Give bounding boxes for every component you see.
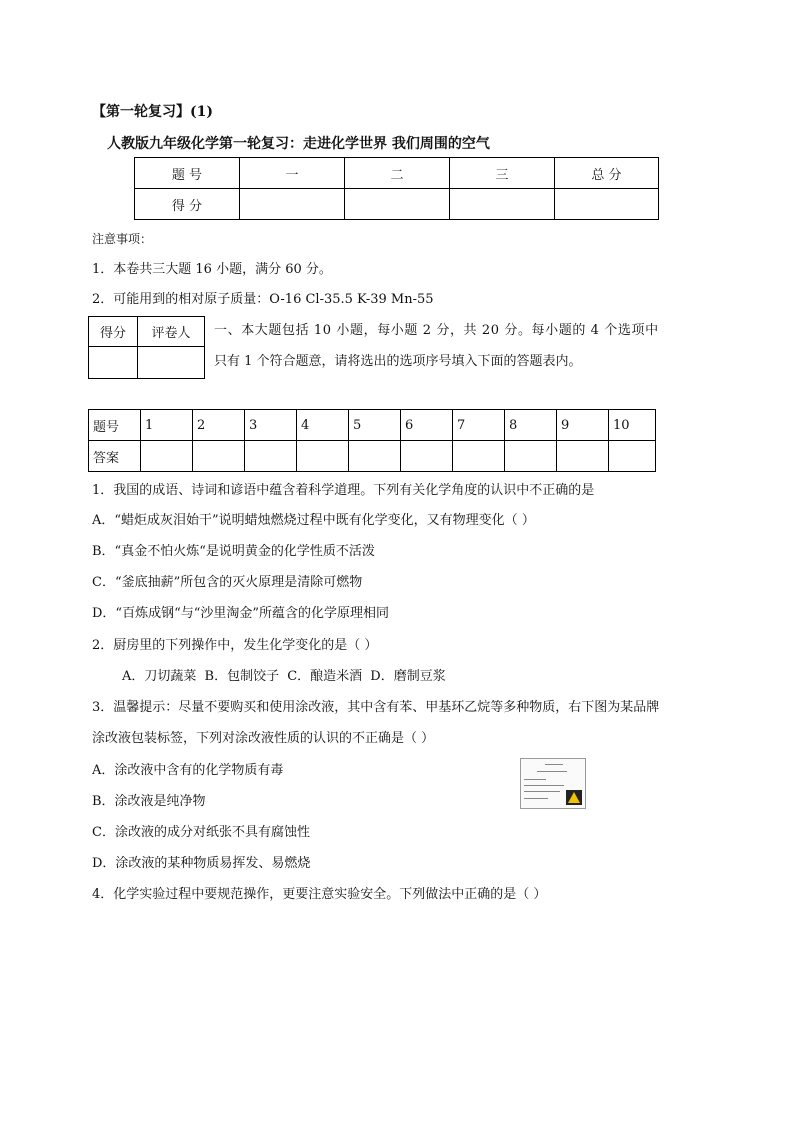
question-3-stem: 涂改液包装标签，下列对涂改液性质的认识的不正确是（ ） [92,731,435,746]
score-cell-label: 题 号 [135,158,240,189]
answer-number: 3 [245,410,297,441]
answer-blank [141,441,193,472]
score-table-header-row [135,158,659,189]
grader-score-value [89,347,138,379]
answer-number: 6 [401,410,453,441]
question-2-options: A．刀切蔬菜 B．包制饺子 C．酿造米酒 D．磨制豆浆 [122,669,446,684]
answer-blank [349,441,401,472]
section1-instruction: 一、本大题包括 10 小题，每小题 2 分，共 20 分。每小题的 4 个选项中 [214,323,659,338]
answer-table-number-row [89,410,656,441]
answer-table [88,409,656,472]
score-table-value-row [135,189,659,220]
note-item: 2．可能用到的相对原子质量：O-16 Cl-35.5 K-39 Mn-55 [92,292,434,307]
answer-number: 7 [453,410,505,441]
question-1-option-a: A．“蜡炬成灰泪始干”说明蜡烛燃烧过程中既有化学变化，又有物理变化（ ） [92,513,535,528]
score-table [134,157,659,220]
answer-number: 1 [141,410,193,441]
section1-instruction: 只有 1 个符合题意，请将选出的选项序号填入下面的答题表内。 [214,354,582,369]
question-3-option-b: B．涂改液是纯净物 [92,794,206,809]
answer-blank [401,441,453,472]
page-title: 人教版九年级化学第一轮复习：走进化学世界 我们周围的空气 [107,136,490,152]
answer-number: 2 [193,410,245,441]
answer-table-answer-row [89,441,656,472]
grader-score-label: 得分 [89,317,138,347]
answer-number: 8 [505,410,557,441]
answer-row-label: 题号 [89,410,141,441]
question-1-option-d: D．“百炼成钢“与“沙里淘金”所蕴含的化学原理相同 [92,606,390,621]
grader-name-value [138,347,205,379]
question-1-stem: 1．我国的成语、诗词和谚语中蕴含着科学道理。下列有关化学角度的认识中不正确的是 [92,483,595,498]
answer-number: 10 [609,410,656,441]
score-value-2 [345,189,450,220]
score-cell-3: 三 [450,158,555,189]
answer-row-label: 答案 [89,441,141,472]
score-cell-2: 二 [345,158,450,189]
note-item: 1．本卷共三大题 16 小题，满分 60 分。 [92,262,332,277]
notes-heading: 注意事项： [92,232,153,246]
question-2-stem: 2．厨房里的下列操作中，发生化学变化的是（ ） [92,638,378,653]
answer-number: 9 [557,410,609,441]
score-cell-1: 一 [240,158,345,189]
question-3-option-a: A．涂改液中含有的化学物质有毒 [92,763,284,778]
answer-number: 5 [349,410,401,441]
answer-blank [453,441,505,472]
score-row-label: 得 分 [135,189,240,220]
score-value-total [555,189,659,220]
question-3-stem: 3．温馨提示：尽量不要购买和使用涂改液，其中含有苯、甲基环乙烷等多种物质，右下图为某品牌 [92,700,660,715]
answer-number: 4 [297,410,349,441]
question-4-stem: 4．化学实验过程中要规范操作，更要注意实验安全。下列做法中正确的是（ ） [92,887,547,902]
question-1-option-b: B．“真金不怕火炼“是说明黄金的化学性质不活泼 [92,544,375,559]
question-1-option-c: C．“釜底抽薪”所包含的灭火原理是清除可燃物 [92,575,363,590]
section-tag: 【第一轮复习】(1) [92,104,213,120]
answer-blank [609,441,656,472]
answer-blank [193,441,245,472]
score-cell-total: 总 分 [555,158,659,189]
correction-fluid-label-image [520,758,586,809]
answer-blank [505,441,557,472]
grader-table [88,316,205,379]
grader-name-label: 评卷人 [138,317,205,347]
score-value-3 [450,189,555,220]
answer-blank [245,441,297,472]
score-value-1 [240,189,345,220]
question-3-option-d: D．涂改液的某种物质易挥发、易燃烧 [92,856,311,871]
question-3-option-c: C．涂改液的成分对纸张不具有腐蚀性 [92,825,310,840]
answer-blank [557,441,609,472]
warning-triangle-icon [568,792,580,803]
answer-blank [297,441,349,472]
